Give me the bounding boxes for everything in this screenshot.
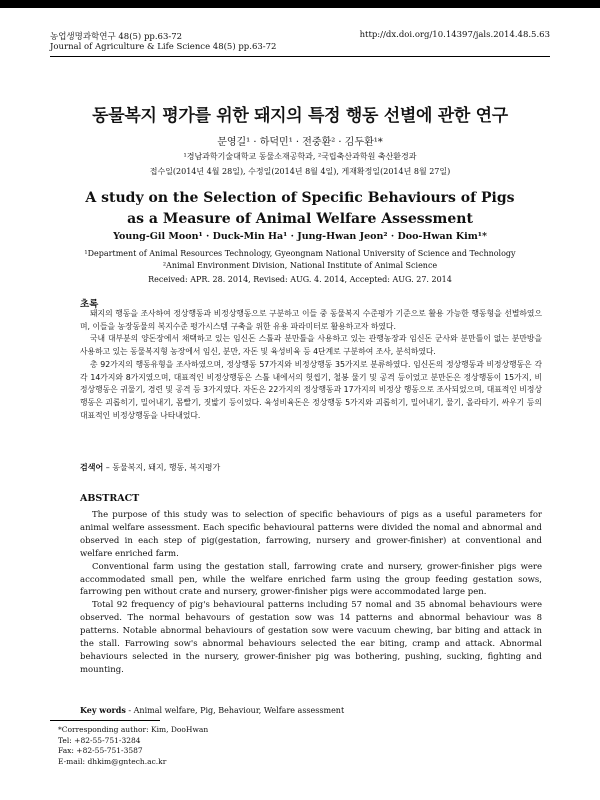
doi-link[interactable]: http://dx.doi.org/10.14397/jals.2014.48.5.63 — [359, 30, 550, 40]
kor-keywords-label: 검색어 — [80, 463, 104, 472]
eng-affiliation — [50, 248, 550, 272]
footnote-author: *Corresponding author: Kim, DooHwan — [58, 725, 209, 734]
kor-abstract-p2: 국내 대부분의 양돈장에서 채택하고 있는 임신돈 스톨과 분만틀을 사용하고 있는 관행농장과 임신돈 군사와 분만틀이 없는 분만방을 사용하고 있는 동물복지형 농장에서 임신, 분만, 자돈 및 육성비육 등 4단계로 구분하여 조사, 분석하였다. — [80, 334, 542, 357]
kor-abstract-p1: 돼지의 행동을 조사하여 정상행동과 비정상행동으로 구분하고 이들 중 동물복지 수준평가 기준으로 활용 가능한 행동형을 선별하였으며, 이들을 농장동물의 복지수준 평가시스템 구축을 위한 유용 파라미터로 활용하고자 하였다. — [80, 309, 542, 331]
kor-keywords-list: – 동물복지, 돼지, 행동, 복지평가 — [103, 463, 221, 472]
footnote-fax: Fax: +82-55-751-3587 — [58, 746, 143, 755]
journal-kor: 농업생명과학연구 48(5) pp.63-72 — [50, 32, 183, 42]
kor-affiliation: ¹경남과학기술대학교 동물소재공학과, ²국립축산과학원 축산환경과 — [183, 152, 417, 161]
eng-title-line2: as a Measure of Animal Welfare Assessment — [127, 211, 473, 227]
eng-abstract-p2: Conventional farm using the gestation stall, farrowing crate and nursery, grower-finisher pigs were accommodated small pen, while the welfare enriched farm using the group feeding gestation sows, farrowing pen without crate and nursery, grower-finisher pigs were accommodated large pen. — [80, 561, 542, 598]
running-header — [50, 30, 550, 42]
kor-title: 동물복지 평가를 위한 돼지의 특정 행동 선별에 관한 연구 — [92, 106, 508, 126]
eng-authors: Young-Gil Moon¹ · Duck-Min Ha¹ · Jung-Hwan Jeon² · Doo-Hwan Kim¹* — [113, 231, 487, 242]
eng-abstract-body — [80, 509, 542, 677]
eng-keywords-label: Key words — [80, 705, 126, 715]
header-bar — [0, 0, 600, 8]
eng-dates: Received: APR. 28. 2014, Revised: AUG. 4. 2014, Accepted: AUG. 27. 2014 — [148, 275, 452, 284]
eng-title — [50, 188, 550, 230]
header-rule — [50, 56, 550, 57]
journal-eng: Journal of Agriculture & Life Science 48(5) pp.63-72 — [50, 42, 277, 52]
eng-affiliation-2: ²Animal Environment Division, National Institute of Animal Science — [162, 261, 438, 270]
kor-dates: 접수일(2014년 4월 28일), 수정일(2014년 8월 4일), 게재확정일(2014년 8월 27일) — [149, 167, 451, 176]
kor-abstract-heading: 초록 — [80, 299, 99, 310]
kor-abstract-body — [80, 308, 542, 422]
eng-title-line1: A study on the Selection of Specific Behaviours of Pigs — [85, 190, 515, 206]
footnote — [58, 725, 208, 767]
kor-authors: 문영길¹ · 하덕민¹ · 전중환² · 김두환¹* — [217, 137, 383, 148]
eng-affiliation-1: ¹Department of Animal Resources Technology, Gyeongnam National University of Science and Technology — [84, 249, 516, 258]
eng-abstract-p3: Total 92 frequency of pig's behavioural patterns including 57 nomal and 35 abnomal behaviours were observed. The normal behavours of gestation sow was 14 patterns and abnormal behaviour was 8 patterns. Notable abnormal behaviours of gestation sow were vacuum chewing, bar biting and attack in the stall. Farrowing sow's abnormal behaviours selected the ear biting, cramp and attack. Abnormal behaviours selected in the nursery, grower-finisher pig was bothering, pushing, sucking, fighting and mounting. — [80, 600, 542, 675]
footnote-tel: Tel: +82-55-751-3284 — [58, 735, 141, 745]
eng-keywords-list: - Animal welfare, Pig, Behaviour, Welfare assessment — [125, 706, 345, 715]
footnote-rule — [50, 720, 160, 721]
kor-abstract-p3: 총 92가지의 행동유형을 조사하였으며, 정상행동 57가지와 비정상행동 35가지로 분류하였다. 임신돈의 정상행동과 비정상행동은 각각 14가지와 8가지였으며, 대표적인 비정상행동은 스톨 내에서의 헛씹기, 철봉 물기 및 공격 등이었고 분만돈은 정상행동이 15가지, 비정상행동은 귀물기, 경련 및 공격 등 3가지였다. 자돈은 22가지의 정상행동과 17가지의 비정상 행동으로 조사되었으며, 대표적인 비정상행동은 괴롭히기, 밀어내기, 몸빨기, 짓밟기 등이었다. 육성비육돈은 정상행동 5가지와 괴롭히기, 밀어내기, 물기, 올라타기, 싸우기 등의 대표적인 비정상행동을 나타내었다. — [80, 359, 542, 420]
kor-keywords — [80, 462, 220, 473]
eng-keywords — [80, 705, 344, 715]
eng-abstract-heading: ABSTRACT — [80, 493, 140, 504]
footnote-email[interactable]: E-mail: dhkim@gntech.ac.kr — [58, 756, 167, 766]
eng-abstract-p1: The purpose of this study was to selection of specific behaviours of pigs as a useful parameters for animal welfare assessment. Each specific behavioural patterns were divided the nomal and abnormal and observed in each step of pig(gestation, farrowing, nursery and grower-finisher) at conventional and welfare enriched farm. — [80, 510, 542, 559]
